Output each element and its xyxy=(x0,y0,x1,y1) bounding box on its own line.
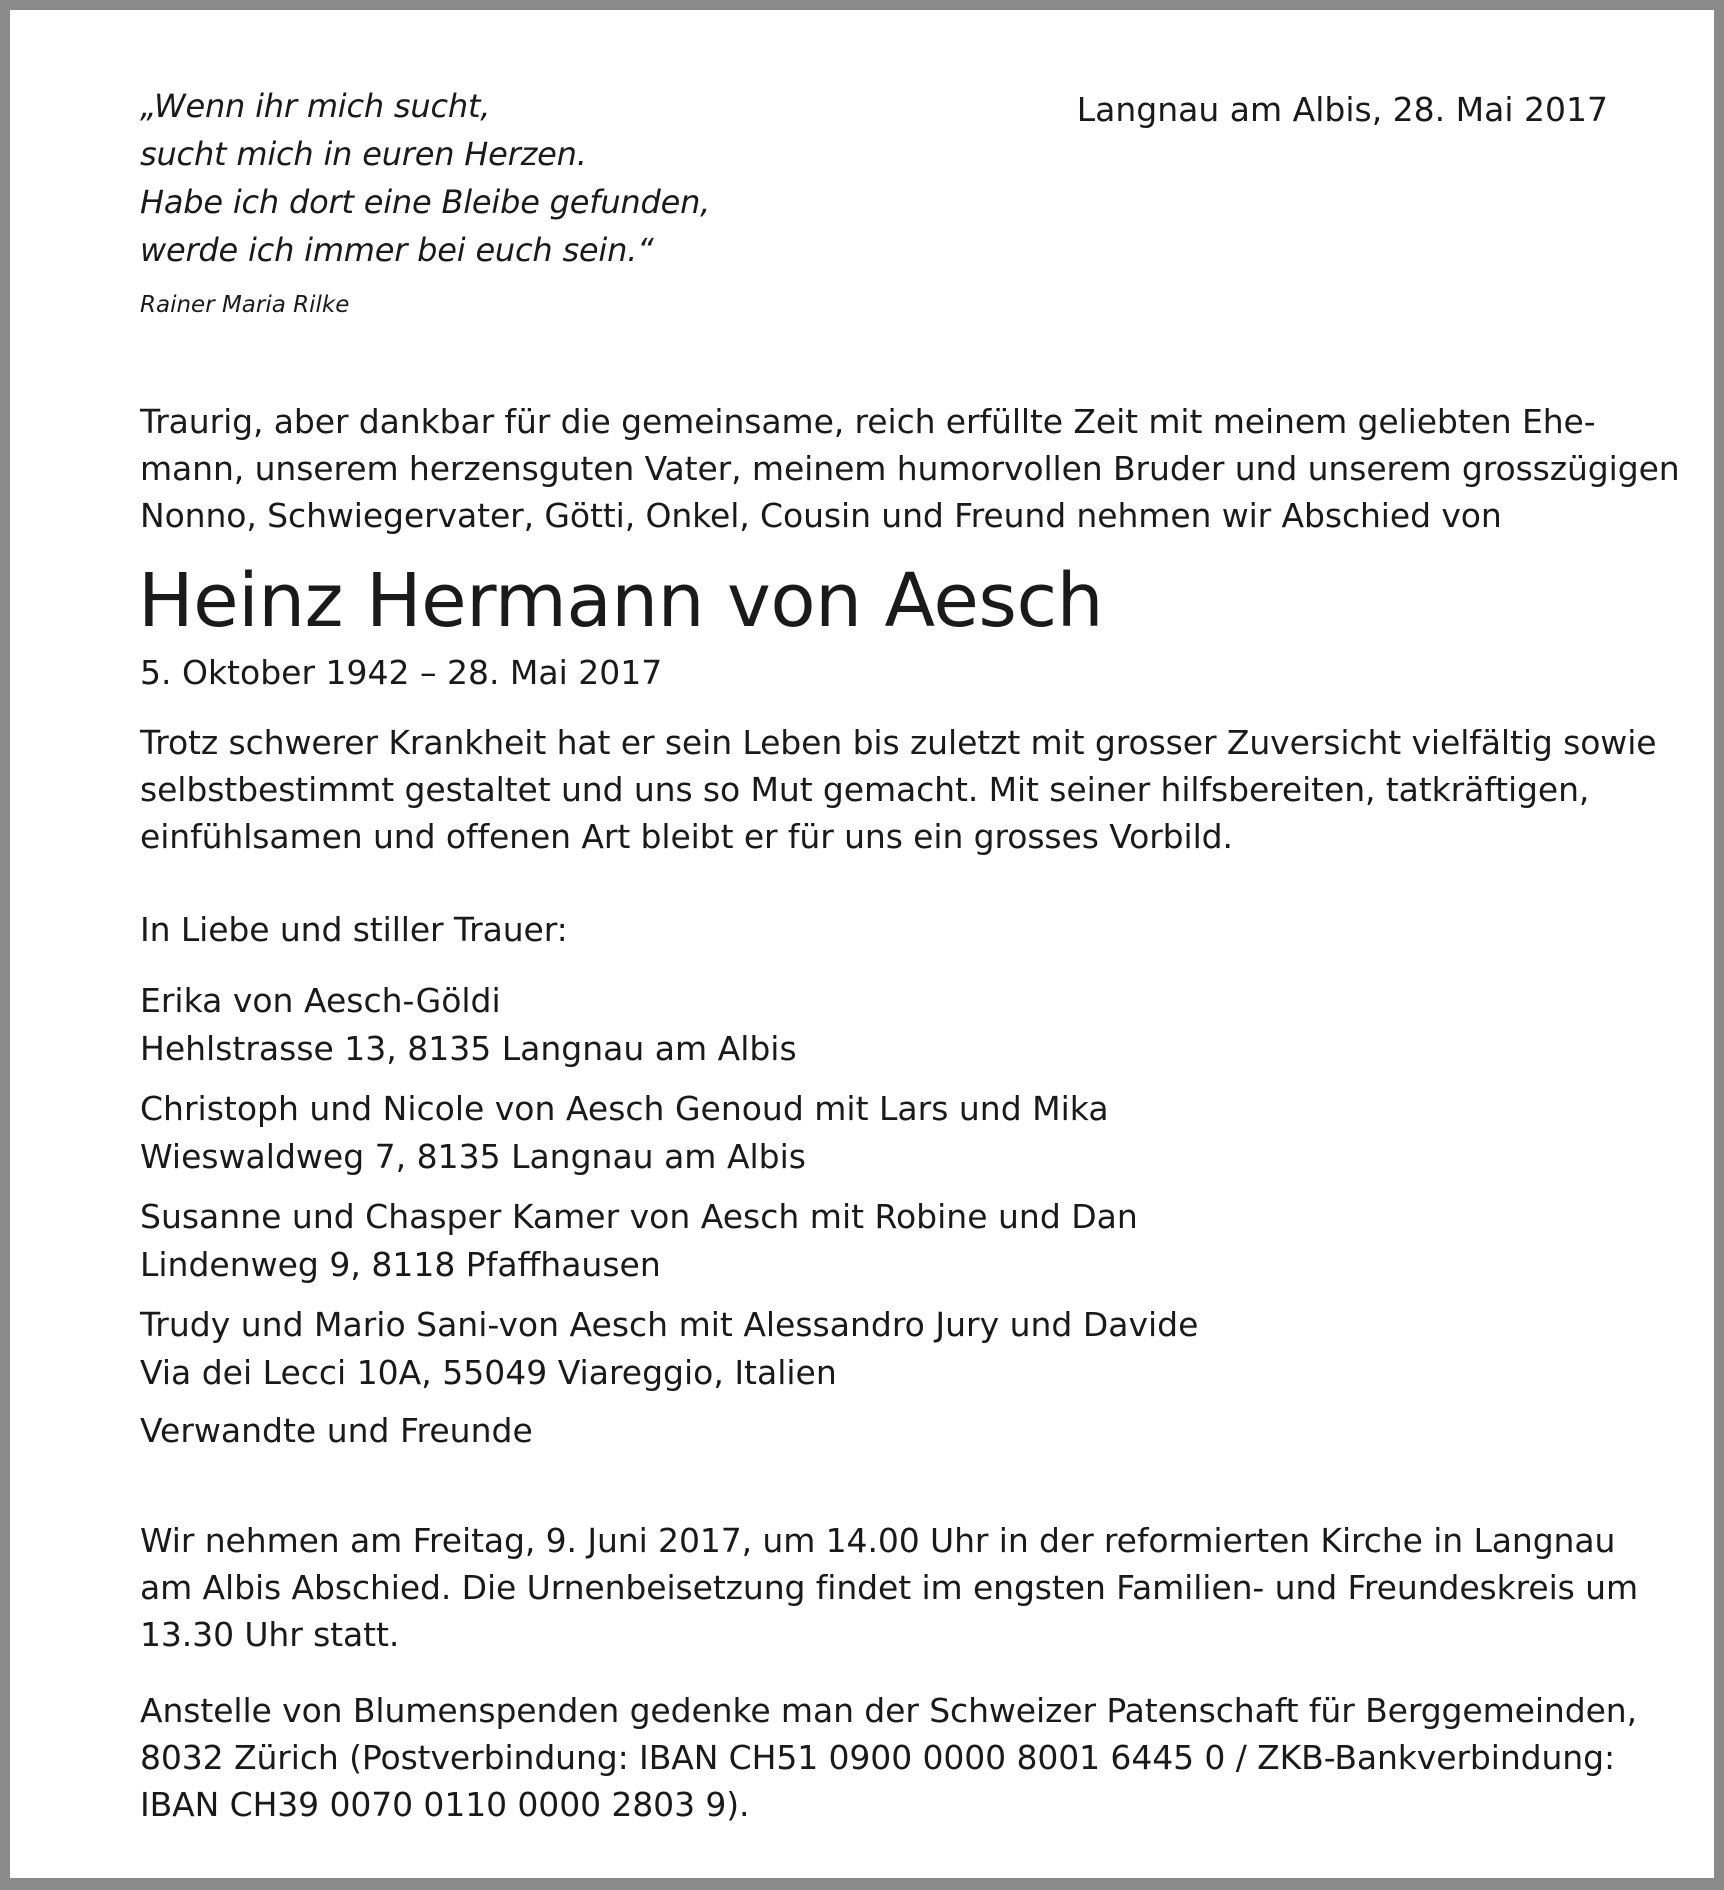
paragraph-line: Trotz schwerer Krankheit hat er sein Leben bis zuletzt mit grosser Zuversicht vielfältig sowie xyxy=(140,723,1657,762)
place-and-date: Langnau am Albis, 28. Mai 2017 xyxy=(1076,90,1608,129)
paragraph-line: mann, unserem herzensguten Vater, meinem humorvollen Bruder und unserem grosszügigen xyxy=(140,449,1680,488)
family-names: Susanne und Chasper Kamer von Aesch mit Robine und Dan xyxy=(140,1197,1138,1236)
paragraph-line: am Albis Abschied. Die Urnenbeisetzung findet im engsten Familien- und Freundeskreis um xyxy=(140,1568,1639,1607)
poem-line: Habe ich dort eine Bleibe gefunden, xyxy=(140,183,711,221)
poem-line: sucht mich in euren Herzen. xyxy=(140,135,587,173)
paragraph-line: Wir nehmen am Freitag, 9. Juni 2017, um 14.00 Uhr in der reformierten Kirche in Langnau xyxy=(140,1521,1616,1560)
relatives-text: Verwandte und Freunde xyxy=(140,1411,533,1450)
family-entry xyxy=(140,977,797,1073)
family-names: Trudy und Mario Sani-von Aesch mit Alessandro Jury und Davide xyxy=(140,1305,1199,1344)
family-names: Christoph und Nicole von Aesch Genoud mit Lars und Mika xyxy=(140,1089,1109,1128)
paragraph-line: IBAN CH39 0070 0110 0000 2803 9). xyxy=(140,1785,750,1824)
paragraph-line: Traurig, aber dankbar für die gemeinsame, reich erfüllte Zeit mit meinem geliebten Ehe- xyxy=(140,402,1596,441)
family-address: Hehlstrasse 13, 8135 Langnau am Albis xyxy=(140,1029,797,1068)
paragraph-line: einfühlsamen und offenen Art bleibt er für uns ein grosses Vorbild. xyxy=(140,817,1233,856)
paragraph-line: Anstelle von Blumenspenden gedenke man der Schweizer Patenschaft für Berggemeinden, xyxy=(140,1691,1637,1730)
poem-author: Rainer Maria Rilke xyxy=(140,292,350,318)
family-address: Lindenweg 9, 8118 Pfaffhausen xyxy=(140,1245,661,1284)
life-dates: 5. Oktober 1942 – 28. Mai 2017 xyxy=(140,653,663,692)
family-address: Wieswaldweg 7, 8135 Langnau am Albis xyxy=(140,1137,806,1176)
ceremony-paragraph xyxy=(140,1517,1680,1658)
deceased-name: Heinz Hermann von Aesch xyxy=(138,558,1104,644)
donation-paragraph xyxy=(140,1687,1680,1828)
relatives-entry xyxy=(140,1407,533,1455)
family-address: Via dei Lecci 10A, 55049 Viareggio, Italien xyxy=(140,1353,837,1392)
paragraph-line: 13.30 Uhr statt. xyxy=(140,1615,400,1654)
mourning-label xyxy=(140,906,1680,953)
paragraph-line: selbstbestimmt gestaltet und uns so Mut gemacht. Mit seiner hilfsbereiten, tatkräftigen, xyxy=(140,770,1590,809)
paragraph-line: Nonno, Schwiegervater, Götti, Onkel, Cousin und Freund nehmen wir Abschied von xyxy=(140,496,1502,535)
family-entry xyxy=(140,1193,1138,1289)
family-names: Erika von Aesch-Göldi xyxy=(140,981,501,1020)
poem-line: „Wenn ihr mich sucht, xyxy=(140,87,491,125)
tribute-paragraph xyxy=(140,719,1680,860)
poem-quote xyxy=(140,82,710,274)
paragraph-line: 8032 Zürich (Postverbindung: IBAN CH51 0900 0000 8001 6445 0 / ZKB-Bankverbindung: xyxy=(140,1738,1615,1777)
family-entry xyxy=(140,1085,1109,1181)
poem-line: werde ich immer bei euch sein.“ xyxy=(140,231,654,269)
intro-paragraph xyxy=(140,398,1680,539)
family-entry xyxy=(140,1301,1198,1397)
mourning-label-text: In Liebe und stiller Trauer: xyxy=(140,910,568,949)
